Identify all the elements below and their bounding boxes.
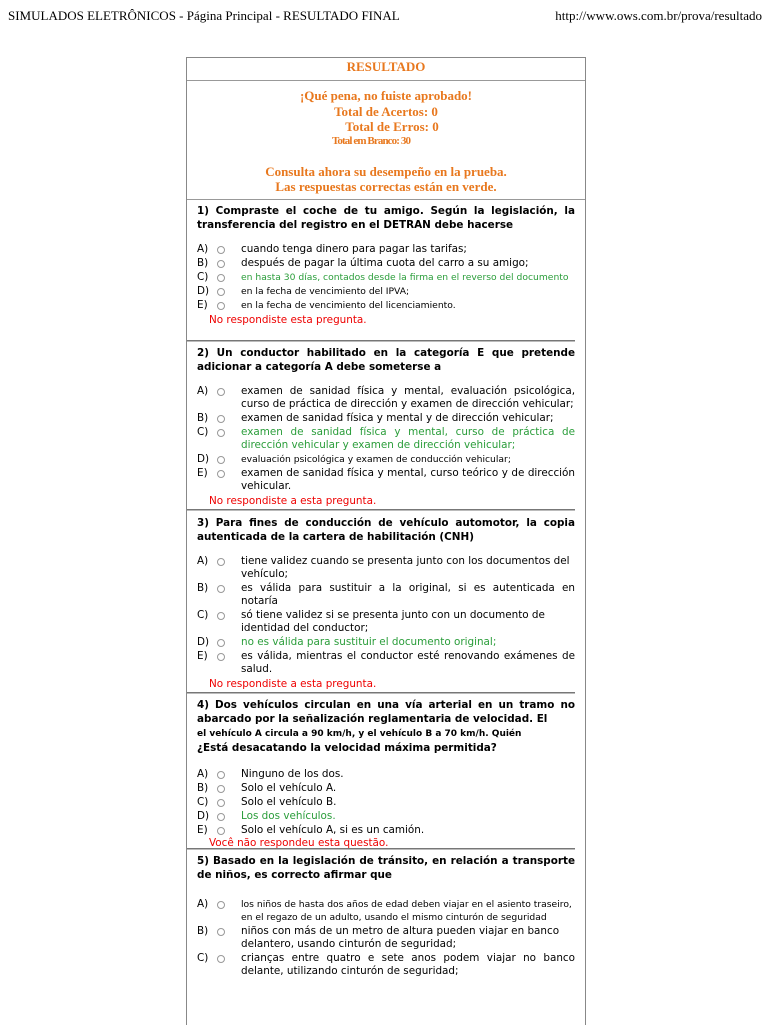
- option-d[interactable]: D) en la fecha de vencimiento del IPVA;: [197, 285, 410, 297]
- radio-icon[interactable]: [217, 415, 225, 423]
- radio-icon[interactable]: [217, 585, 225, 593]
- option-a[interactable]: A) tiene validez cuando se presenta junto con los documentos del vehículo;: [197, 555, 570, 580]
- question-title: 1) Compraste el coche de tu amigo. Según la legislación, la transferencia del registro en el DETRAN debe hacerse: [197, 205, 575, 231]
- verde-text: Las respuestas correctas están en verde.: [275, 179, 497, 194]
- radio-icon[interactable]: [217, 928, 225, 936]
- option-a[interactable]: A) examen de sanidad física y mental, evaluación psicológica, curso de práctica de dirección y examen de dirección vehicular;: [197, 385, 575, 410]
- radio-icon[interactable]: [217, 470, 225, 478]
- option-c[interactable]: C) crianças entre quatro e sete anos podem viajar no banco delante, utilizando cinturón de seguridad;: [197, 952, 575, 977]
- option-a[interactable]: A) cuando tenga dinero para pagar las tarifas;: [197, 243, 467, 255]
- page-url[interactable]: http://www.ows.com.br/prova/resultado: [555, 8, 762, 23]
- divider: [187, 340, 575, 342]
- option-e[interactable]: E) en la fecha de vencimiento del licenciamiento.: [197, 299, 456, 311]
- radio-icon[interactable]: [217, 771, 225, 779]
- question-title: 5) Basado en la legislación de tránsito, en relación a transporte de niños, es correcto afirmar que: [197, 855, 575, 881]
- option-e[interactable]: E) es válida, mientras el conductor esté renovando exámenes de salud.: [197, 650, 575, 675]
- option-e[interactable]: E) Solo el vehículo A, si es un camión.: [197, 824, 425, 836]
- radio-icon[interactable]: [217, 274, 225, 282]
- radio-icon[interactable]: [217, 246, 225, 254]
- radio-icon[interactable]: [217, 260, 225, 268]
- status-message: No respondiste esta pregunta.: [209, 314, 367, 326]
- option-d[interactable]: D) no es válida para sustituir el documento original;: [197, 636, 497, 648]
- radio-icon[interactable]: [217, 558, 225, 566]
- fail-message: ¡Qué pena, no fuiste aprobado!: [299, 88, 473, 103]
- option-b[interactable]: B) es válida para sustituir a la original, si es autenticada en notaría: [197, 582, 575, 607]
- question-1: [197, 204, 575, 327]
- question-4: [197, 698, 575, 850]
- option-c[interactable]: C) só tiene validez si se presenta junto con un documento de identidad del conductor;: [197, 609, 545, 634]
- option-d[interactable]: D) evaluación psicológica y examen de conducción vehicular;: [197, 453, 511, 465]
- radio-icon[interactable]: [217, 302, 225, 310]
- option-c[interactable]: C) examen de sanidad física y mental, curso de práctica de dirección vehicular y examen de dirección vehicular;: [197, 426, 575, 451]
- option-b[interactable]: B) niños con más de un metro de altura pueden viajar en banco delantero, usando cinturón de seguridad;: [197, 925, 560, 950]
- status-message: No respondiste a esta pregunta.: [209, 678, 377, 690]
- divider: [187, 509, 575, 511]
- radio-icon[interactable]: [217, 429, 225, 437]
- radio-icon[interactable]: [217, 785, 225, 793]
- result-heading: RESULTADO: [187, 58, 585, 81]
- page-title: SIMULADOS ELETRÔNICOS - Página Principal - RESULTADO FINAL: [8, 8, 400, 23]
- radio-icon[interactable]: [217, 612, 225, 620]
- radio-icon[interactable]: [217, 653, 225, 661]
- status-message: No respondiste a esta pregunta.: [209, 495, 377, 507]
- question-5: [197, 854, 575, 979]
- consulta-text: Consulta ahora su desempeño en la prueba.: [265, 164, 507, 179]
- option-a[interactable]: A) Ninguno de los dos.: [197, 768, 344, 780]
- question-3: [197, 516, 575, 691]
- divider: [187, 692, 575, 694]
- radio-icon[interactable]: [217, 955, 225, 963]
- question-title: 4) Dos vehículos circulan en una vía arterial en un tramo no abarcado por la señalización reglamentaria de velocidad. El el vehículo A circula a 90 km/h, y el vehículo B a 70 km/h. Quién ¿Está desacatando la velocidad máxima permitida?: [197, 699, 575, 754]
- radio-icon[interactable]: [217, 901, 225, 909]
- question-2: [197, 346, 575, 508]
- option-b[interactable]: B) después de pagar la última cuota del carro a su amigo;: [197, 257, 529, 269]
- result-panel: [186, 57, 586, 1025]
- radio-icon[interactable]: [217, 456, 225, 464]
- question-title: 3) Para fines de conducción de vehículo automotor, la copia autenticada de la cartera de habilitación (CNH): [197, 517, 575, 543]
- option-c[interactable]: C) Solo el vehículo B.: [197, 796, 337, 808]
- browser-header: [8, 8, 762, 26]
- total-aciertos: Total de Acertos: 0: [334, 104, 438, 119]
- option-b[interactable]: B) Solo el vehículo A.: [197, 782, 337, 794]
- total-errores: Total de Erros: 0: [345, 119, 439, 134]
- divider: [187, 848, 575, 850]
- radio-icon[interactable]: [217, 288, 225, 296]
- option-b[interactable]: B) examen de sanidad física y mental y de dirección vehicular;: [197, 412, 554, 424]
- option-d[interactable]: D) Los dos vehículos.: [197, 810, 336, 822]
- option-e[interactable]: E) examen de sanidad física y mental, curso teórico y de dirección vehicular.: [197, 467, 575, 492]
- radio-icon[interactable]: [217, 813, 225, 821]
- question-title: 2) Un conductor habilitado en la categoría E que pretende adicionar a categoría A debe someterse a: [197, 347, 575, 373]
- result-summary: [187, 81, 585, 200]
- radio-icon[interactable]: [217, 639, 225, 647]
- option-c[interactable]: C) en hasta 30 días, contados desde la firma en el reverso del documento: [197, 271, 569, 283]
- radio-icon[interactable]: [217, 388, 225, 396]
- radio-icon[interactable]: [217, 827, 225, 835]
- status-message: Você não respondeu esta questão.: [209, 837, 389, 849]
- option-a[interactable]: A) los niños de hasta dos años de edad deben viajar en el asiento traseiro, en el regazo de un adulto, usando el mismo cinturón de seguridad: [197, 898, 572, 923]
- total-blanco: Total em Branco: 30: [331, 135, 411, 147]
- radio-icon[interactable]: [217, 799, 225, 807]
